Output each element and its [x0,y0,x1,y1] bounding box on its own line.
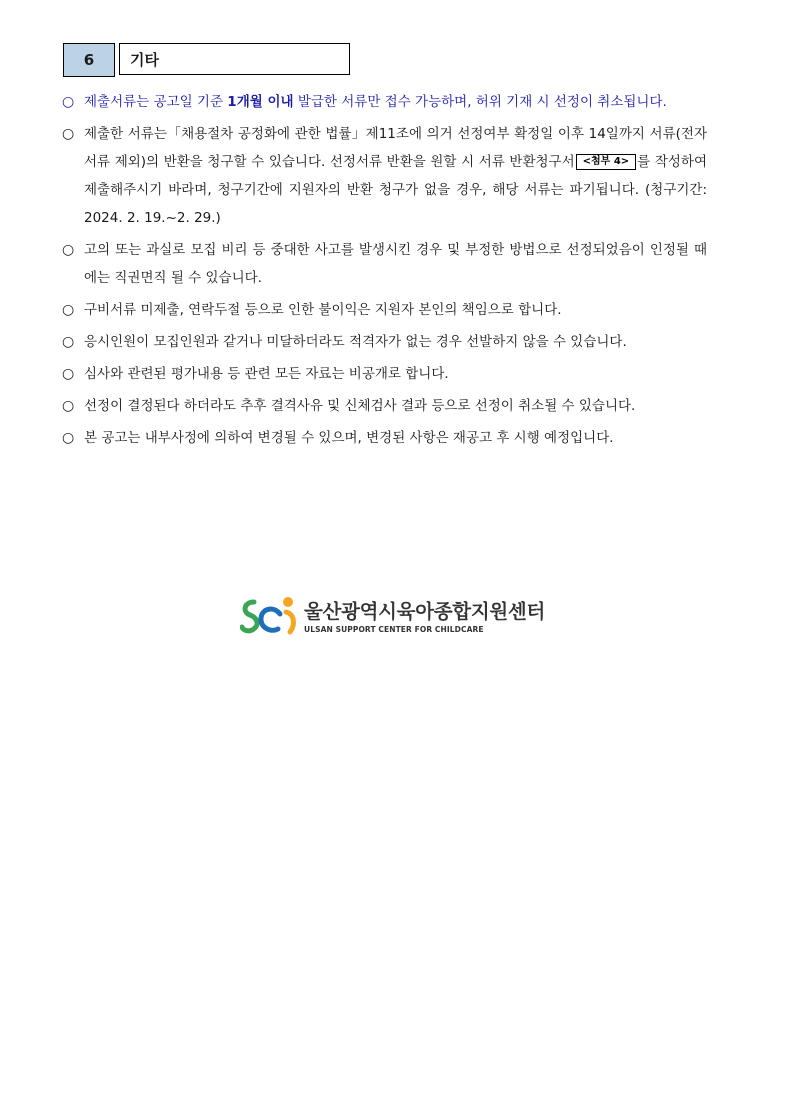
list-item [62,296,707,324]
circle-bullet-icon: ○ [62,398,75,414]
item-text: 제출서류는 공고일 기준 1개월 이내 발급한 서류만 접수 가능하며, 허위 기재 시 선정이 취소됩니다. [84,94,667,110]
logo-green-swirl [242,602,257,631]
logo-orange-arc [286,612,293,632]
circle-bullet-icon: ○ [62,126,75,142]
highlight-text: 1개월 이내 [227,94,294,110]
list-item [62,88,707,116]
section-title: 기타 [119,43,350,75]
logo-text [304,596,545,634]
item-text: 선정이 결정된다 하더라도 추후 결격사유 및 신체검사 결과 등으로 선정이 취소될 수 있습니다. [84,398,636,414]
circle-bullet-icon: ○ [62,94,75,110]
item-text: 심사와 관련된 평가내용 등 관련 모든 자료는 비공개로 합니다. [84,366,449,382]
list-item [62,360,707,388]
item-text: 응시인원이 모집인원과 같거나 미달하더라도 적격자가 없는 경우 선발하지 않을 수 있습니다. [84,334,627,350]
list-item [62,120,707,232]
logo-blue-swirl [261,609,280,630]
childcare-logo-icon [240,594,302,638]
list-item [62,392,707,420]
item-text: 구비서류 미제출, 연락두절 등으로 인한 불이익은 지원자 본인의 책임으로 합니다. [84,302,562,318]
circle-bullet-icon: ○ [62,430,75,446]
section-header [63,43,350,77]
section-number: 6 [63,43,115,77]
notice-list [62,88,707,456]
circle-bullet-icon: ○ [62,302,75,318]
circle-bullet-icon: ○ [62,334,75,350]
logo-name-korean: 울산광역시육아종합지원센터 [304,600,545,623]
attachment-reference: <첨부 4> [576,154,637,170]
circle-bullet-icon: ○ [62,366,75,382]
list-item [62,236,707,292]
logo-orange-dot [283,597,293,607]
circle-bullet-icon: ○ [62,242,75,258]
list-item [62,424,707,452]
logo-name-english: ULSAN SUPPORT CENTER FOR CHILDCARE [304,625,484,634]
item-text: 제출한 서류는「채용절차 공정화에 관한 법률」제11조에 의거 선정여부 확정일 이후 14일까지 서류(전자서류 제외)의 반환을 청구할 수 있습니다. 선정서류 반환을 원할 시 서류 반환청구서 <첨부 4> 를 작성하여 제출해주시기 바라며, 청구기간에 지원자의 반환 청구가 없을 경우, 해당 서류는 파기됩니다. (청구기간: 2024. 2. 19.~2. 29.) [84,126,707,226]
list-item [62,328,707,356]
item-text: 고의 또는 과실로 모집 비리 등 중대한 사고를 발생시킨 경우 및 부정한 방법으로 선정되었음이 인정될 때에는 직권면직 될 수 있습니다. [84,242,707,286]
item-text: 본 공고는 내부사정에 의하여 변경될 수 있으며, 변경된 사항은 재공고 후 시행 예정입니다. [84,430,614,446]
organization-logo [240,594,545,640]
